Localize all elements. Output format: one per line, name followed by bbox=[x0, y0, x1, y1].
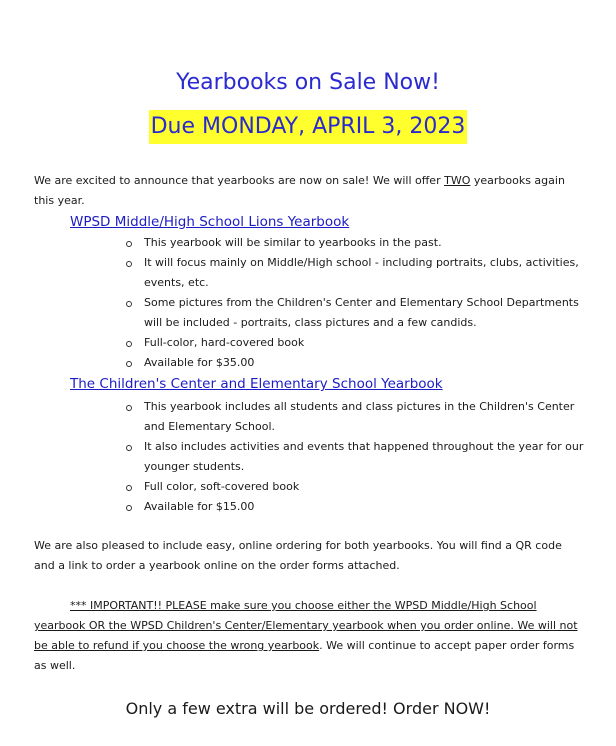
list-item: It will focus mainly on Middle/High school - including portraits, clubs, activities, events, etc. bbox=[144, 253, 584, 293]
intro-emphasis: TWO bbox=[444, 174, 471, 187]
intro-paragraph bbox=[34, 171, 582, 211]
page-title: Yearbooks on Sale Now! bbox=[176, 70, 440, 95]
section-heading-lions-yearbook[interactable]: WPSD Middle/High School Lions Yearbook bbox=[70, 214, 350, 230]
list-item: Available for $15.00 bbox=[144, 497, 584, 517]
online-ordering-paragraph: We are also pleased to include easy, online ordering for both yearbooks. You will find a QR code and a link to order a yearbook online on the order forms attached. bbox=[34, 539, 562, 572]
due-prefix: Due bbox=[150, 114, 203, 139]
list-item: It also includes activities and events that happened throughout the year for our younger students. bbox=[144, 437, 584, 477]
elementary-yearbook-list bbox=[144, 397, 584, 517]
closing-message: Only a few extra will be ordered! Order NOW! bbox=[125, 699, 491, 718]
list-item: Available for $35.00 bbox=[144, 353, 584, 373]
important-paragraph bbox=[34, 596, 582, 676]
intro-text-start: We are excited to announce that yearbooks are now on sale! We will offer bbox=[34, 174, 445, 187]
important-warning: *** IMPORTANT!! PLEASE make sure you choose either the WPSD Middle/High School yearbook OR the WPSD Children's Center/Elementary yearbook when you order online. We will not be able to refund if you choose the wrong yearbook bbox=[34, 599, 578, 652]
important-rest: . We will continue to accept paper order forms as well. bbox=[34, 639, 575, 672]
due-date-banner bbox=[0, 110, 616, 144]
intro-text-end: yearbooks again this year. bbox=[34, 174, 565, 207]
list-item: This yearbook will be similar to yearbooks in the past. bbox=[144, 233, 584, 253]
section-heading-elementary-yearbook[interactable]: The Children's Center and Elementary School Yearbook bbox=[70, 376, 443, 392]
list-item: This yearbook includes all students and class pictures in the Children's Center and Elementary School. bbox=[144, 397, 584, 437]
due-date: MONDAY, APRIL 3, 2023 bbox=[202, 114, 466, 139]
due-date-highlight bbox=[149, 110, 468, 144]
lions-yearbook-list bbox=[144, 233, 584, 373]
list-item: Full-color, hard-covered book bbox=[144, 333, 584, 353]
list-item: Some pictures from the Children's Center and Elementary School Departments will be included - portraits, class pictures and a few candids. bbox=[144, 293, 584, 333]
list-item: Full color, soft-covered book bbox=[144, 477, 584, 497]
